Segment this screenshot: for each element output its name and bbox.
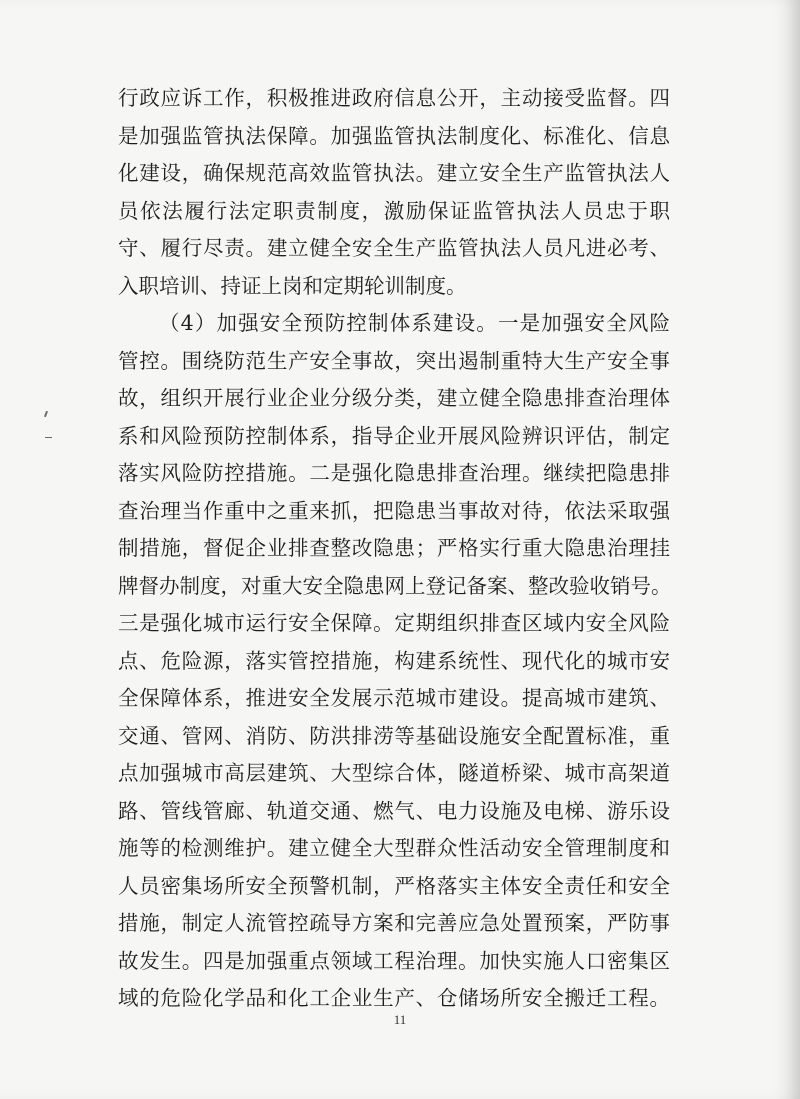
- text-line-24: 故发生。四是加强重点领域工程治理。加快实施人口密集区: [118, 948, 670, 973]
- text-line-17: 全保障体系，推进安全发展示范城市建设。提高城市建筑、: [118, 686, 670, 710]
- text-line-19: 点加强城市高层建筑、大型综合体，隧道桥梁、城市高架道: [118, 761, 670, 785]
- margin-dash-mark: [45, 437, 52, 438]
- text-line-5: 守、履行尽责。建立健全安全生产监管执法人员凡进必考、: [118, 236, 670, 260]
- text-line-23: 措施，制定人流管控疏导方案和完善应急处置预案，严防事: [118, 911, 670, 935]
- text-line-3: 化建设，确保规范高效监管执法。建立安全生产监管执法人: [118, 161, 670, 185]
- text-line-16: 点、危险源，落实管控措施，构建系统性、现代化的城市安: [118, 648, 670, 673]
- text-line-8: 管控。围绕防范生产安全事故，突出遏制重特大生产安全事: [118, 348, 670, 373]
- text-line-10: 系和风险预防控制体系，指导企业开展风险辨识评估，制定: [118, 423, 670, 448]
- text-line-25: 域的危险化学品和化工企业生产、仓储场所安全搬迁工程。: [118, 986, 670, 1010]
- text-line-20: 路、管线管廊、轨道交通、燃气、电力设施及电梯、游乐设: [118, 798, 670, 823]
- text-line-1: 行政应诉工作，积极推进政府信息公开，主动接受监督。四: [118, 86, 670, 110]
- text-line-21: 施等的检测维护。建立健全大型群众性活动安全管理制度和: [118, 836, 670, 860]
- body-text: [118, 80, 670, 1018]
- text-line-13: 制措施，督促企业排查整改隐患；严格实行重大隐患治理挂: [118, 536, 670, 560]
- text-line-6: 入职培训、持证上岗和定期轮训制度。: [118, 273, 467, 298]
- text-line-12: 查治理当作重中之重来抓，把隐患当事故对待，依法采取强: [118, 498, 670, 523]
- text-line-22: 人员密集场所安全预警机制，严格落实主体安全责任和安全: [118, 873, 670, 898]
- text-line-14: 牌督办制度，对重大安全隐患网上登记备案、整改验收销号。: [118, 573, 672, 598]
- text-line-18: 交通、管网、消防、防洪排涝等基础设施安全配置标准，重: [118, 723, 670, 748]
- section-heading-line: （4）加强安全预防控制体系建设。一是加强安全风险: [159, 311, 670, 335]
- text-line-9: 故，组织开展行业企业分级分类，建立健全隐患排查治理体: [118, 386, 670, 410]
- text-line-11: 落实风险防控措施。二是强化隐患排查治理。继续把隐患排: [118, 461, 670, 485]
- text-line-2: 是加强监管执法保障。加强监管执法制度化、标准化、信息: [118, 123, 670, 148]
- text-line-4: 员依法履行法定职责制度，激励保证监管执法人员忠于职: [118, 198, 670, 223]
- margin-tick-mark: [44, 411, 48, 417]
- page-number: 11: [393, 1012, 407, 1027]
- text-line-15: 三是强化城市运行安全保障。定期组织排查区域内安全风险: [118, 611, 670, 635]
